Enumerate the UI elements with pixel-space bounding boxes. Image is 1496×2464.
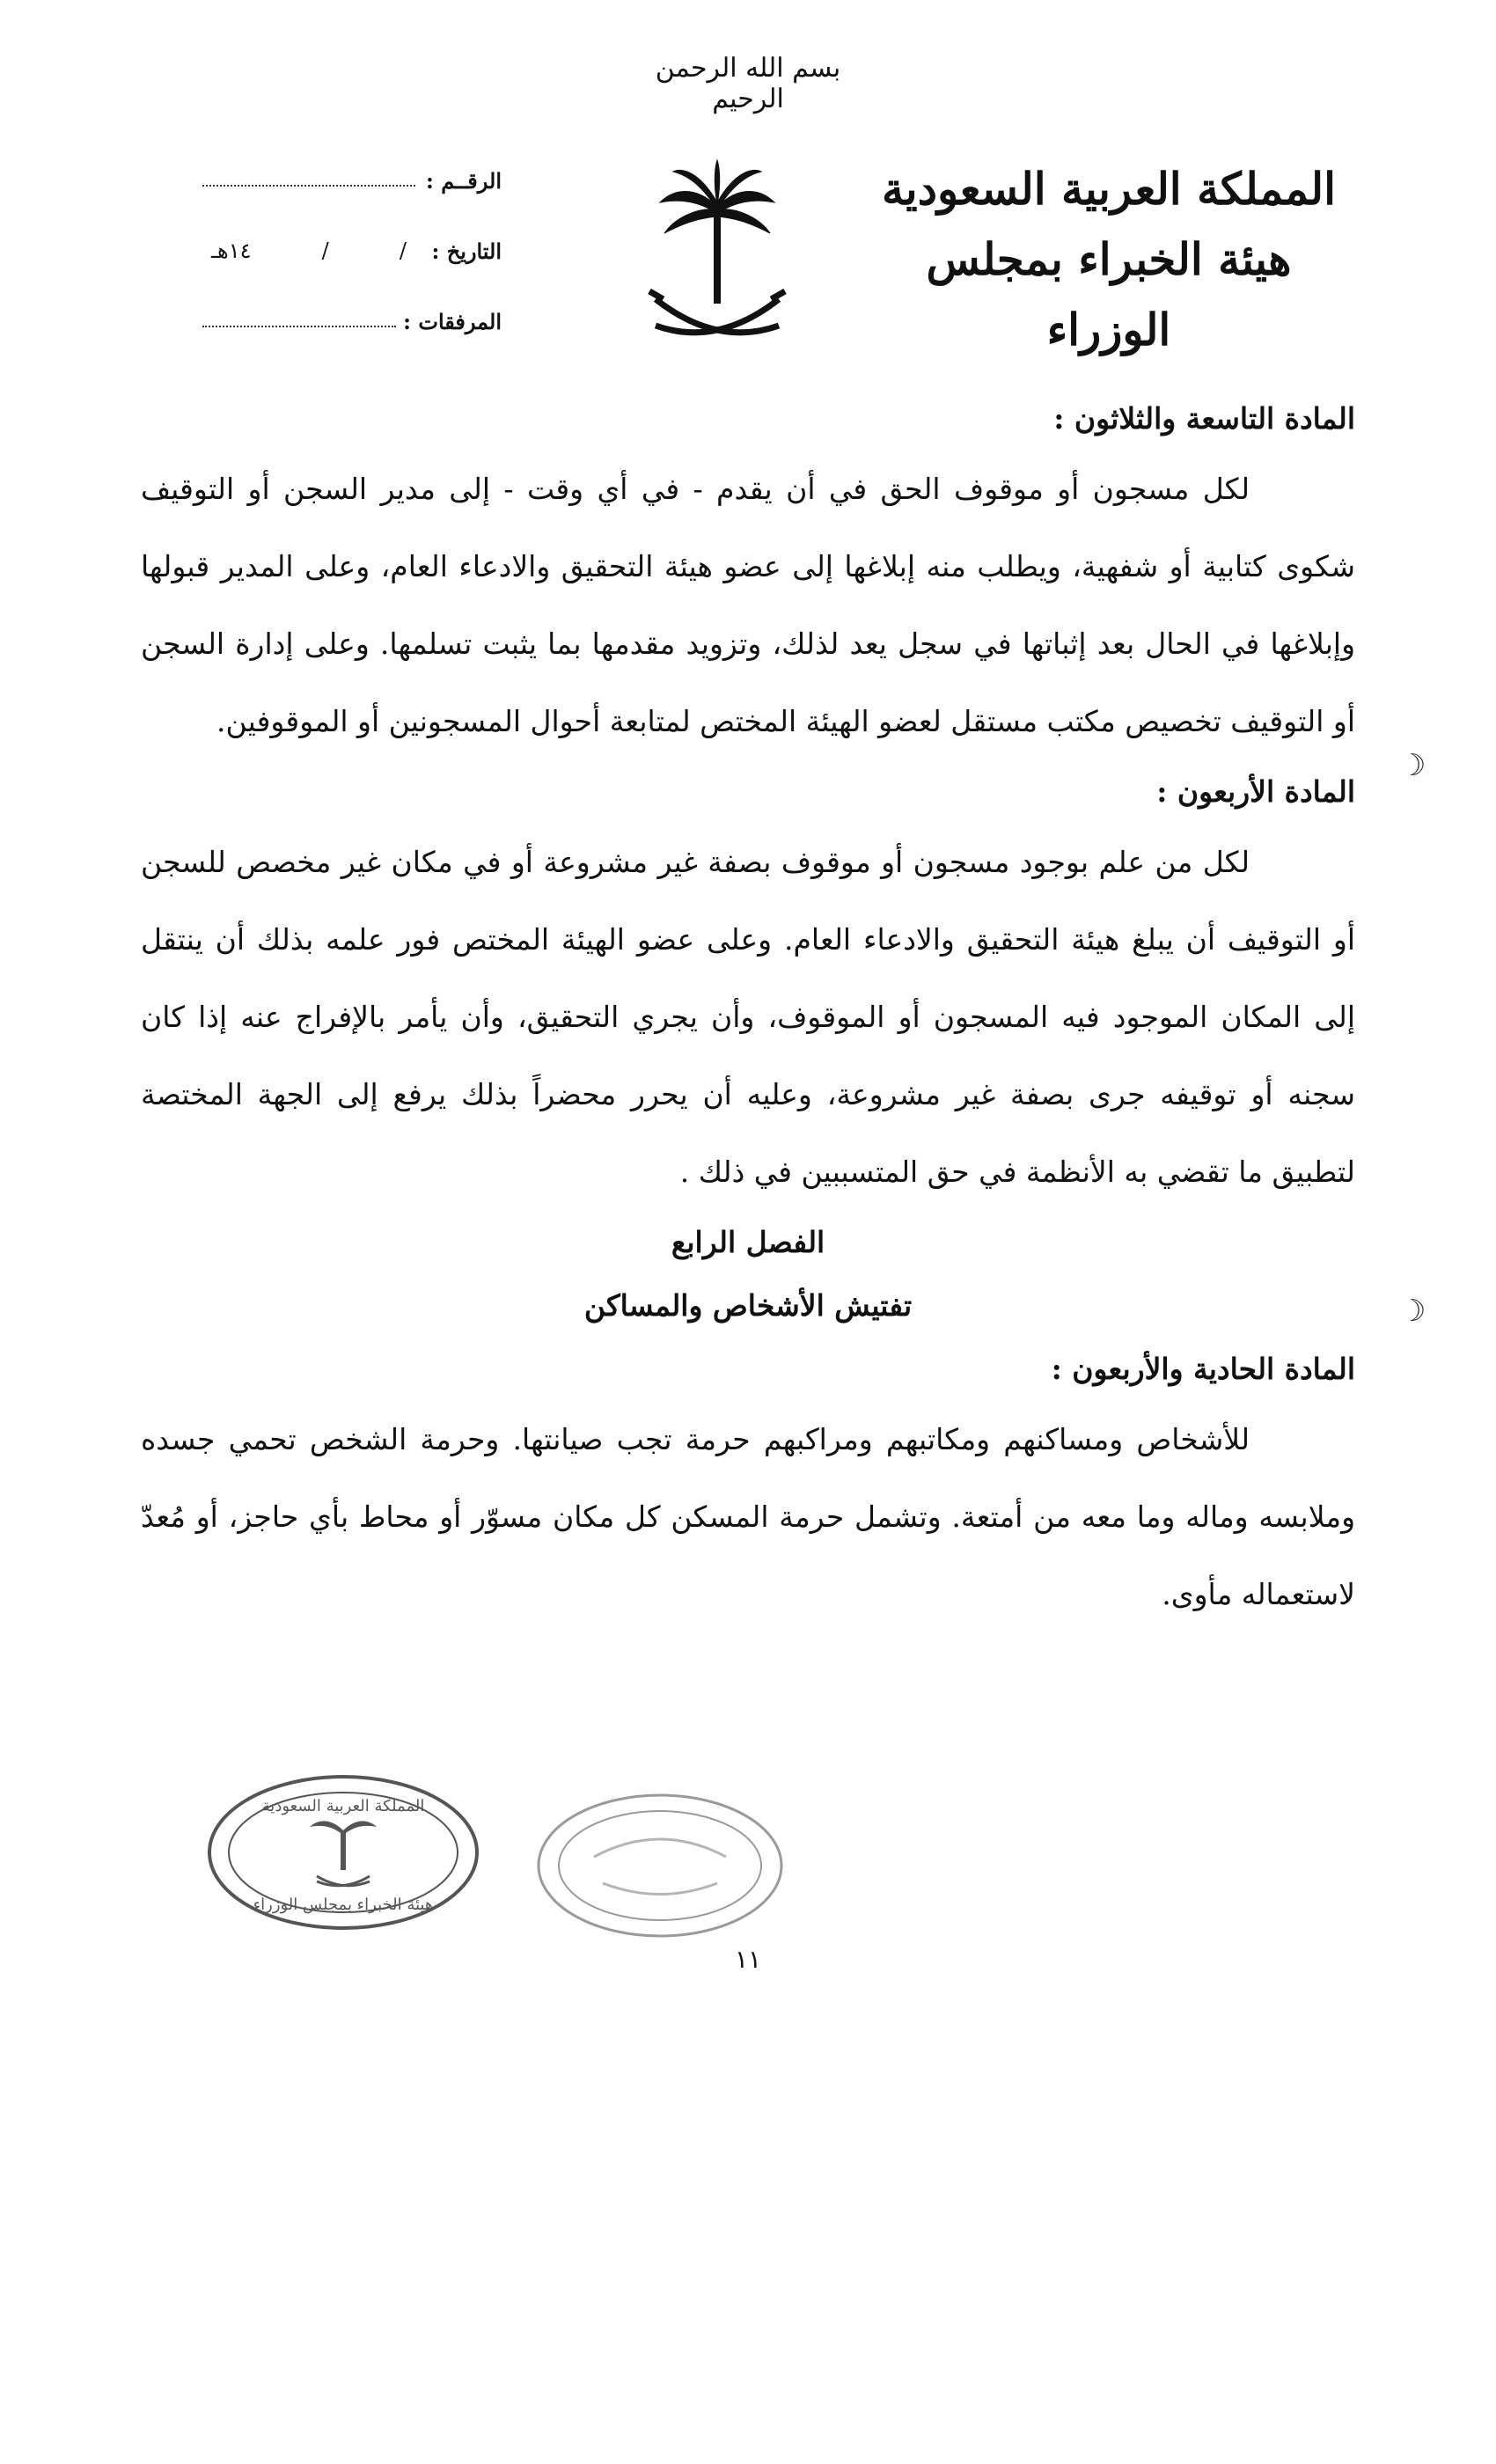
- chapter-subtitle: تفتيش الأشخاص والمساكن: [583, 1288, 913, 1323]
- kingdom-name: المملكة العربية السعودية: [881, 163, 1337, 215]
- chapter-title: الفصل الرابع: [671, 1225, 825, 1259]
- date-year-suffix: ١٤هـ: [211, 238, 252, 263]
- attachments-line: [202, 315, 396, 327]
- date-label: التاريخ :: [431, 238, 502, 264]
- seal-top-text: المملكة العربية السعودية: [261, 1797, 425, 1815]
- attachments-row: [202, 286, 502, 356]
- seal-bottom-text: هيئة الخبراء بمجلس الوزراء: [253, 1896, 434, 1914]
- basmala: بسم الله الرحمن الرحيم: [655, 53, 841, 114]
- attachments-label: المرفقات :: [403, 308, 502, 334]
- palm-swords-emblem-icon: [647, 158, 788, 361]
- faint-seal-icon: [532, 1786, 788, 1945]
- agency-name: هيئة الخبراء بمجلس الوزراء: [926, 233, 1292, 356]
- reference-number-line: [202, 174, 415, 187]
- reference-number-row: [202, 145, 502, 216]
- article-40-text: لكل من علم بوجود مسجون أو موقوف بصفة غير مشروعة أو في مكان غير مخصص للسجن أو التوقيف أن يبلغ هيئة التحقيق والادعاء العام. وعلى عضو الهيئة المختص فور علمه بذلك أن ينتقل إلى المكان الموجود فيه المسجون أو الموقوف، وأن يجري التحقيق، وأن يأمر بالإفراج عنه إذا كان سجنه أو توقيفه جرى بصفة غير مشروعة، وعليه أن يحرر محضراً بذلك يرفع إلى الجهة المختصة لتطبيق ما تقضي به الأنظمة في حق المتسببين في ذلك .: [141, 845, 1355, 1189]
- article-39-text: لكل مسجون أو موقوف الحق في أن يقدم - في أي وقت - إلى مدير السجن أو التوقيف شكوى كتابية أو شفهية، ويطلب منه إبلاغها إلى عضو هيئة التحقيق والادعاء العام، وعلى المدير قبولها وإبلاغها في الحال بعد إثباتها في سجل يعد لذلك، وتزويد مقدمها بما يثبت تسلمها. وعلى إدارة السجن أو التوقيف تخصيص مكتب مستقل لعضو الهيئة المختص لمتابعة أحوال المسجونين أو الموقوفين.: [141, 472, 1355, 738]
- crescent-mark-icon: ☽: [1399, 1294, 1426, 1329]
- date-sep-1: /: [399, 238, 407, 263]
- date-row: [202, 216, 502, 286]
- article-40-heading: المادة الأربعون :: [1156, 774, 1355, 809]
- date-field: [202, 238, 415, 263]
- letterhead-title: [880, 154, 1338, 365]
- crescent-mark-icon: ☽: [1399, 748, 1426, 783]
- article-41-heading: المادة الحادية والأربعون :: [1051, 1352, 1355, 1386]
- document-body: [141, 387, 1355, 1633]
- official-seal-icon: [202, 1769, 484, 1936]
- article-41-text: للأشخاص ومساكنهم ومكاتبهم ومراكبهم حرمة تجب صيانتها. وحرمة الشخص تحمي جسده وملابسه وماله وما معه من أمتعة. وتشمل حرمة المسكن كل مكان مسوّر أو محاط بأي حاجز، أو مُعدّ لاستعماله مأوى.: [141, 1422, 1355, 1611]
- article-39-heading: المادة التاسعة والثلاثون :: [1053, 401, 1355, 436]
- page-number: ١١: [734, 1945, 762, 1974]
- reference-block: [202, 145, 502, 356]
- reference-number-label: الرقــم :: [426, 167, 502, 194]
- date-sep-2: /: [321, 238, 329, 263]
